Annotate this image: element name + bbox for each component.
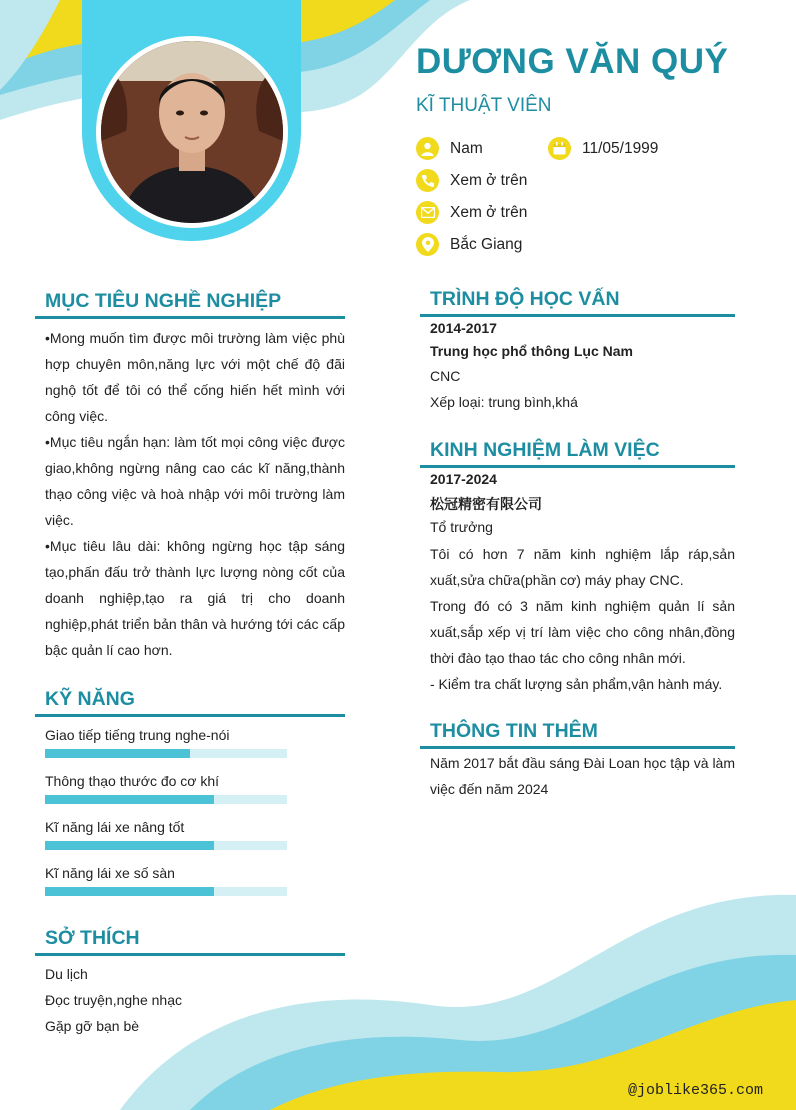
calendar-icon xyxy=(548,137,571,160)
hobby-item: Đọc truyện,nghe nhạc xyxy=(45,992,182,1008)
experience-divider xyxy=(420,465,735,468)
address-row xyxy=(416,233,522,256)
skill-bar-fill xyxy=(45,841,214,850)
experience-paragraph: Tôi có hơn 7 năm kinh nghiệm lắp ráp,sản xuất,sửa chữa(phần cơ) máy phay CNC. xyxy=(430,546,735,588)
phone-icon xyxy=(416,169,439,192)
skill-label: Kĩ năng lái xe nâng tốt xyxy=(45,819,185,835)
education-divider xyxy=(420,314,735,317)
phone-value: Xem ở trên xyxy=(450,171,528,189)
skill-label: Giao tiếp tiếng trung nghe-nói xyxy=(45,727,230,743)
objective-text xyxy=(45,325,345,663)
objective-title: MỤC TIÊU NGHỀ NGHIỆP xyxy=(45,290,282,312)
education-school: Trung học phổ thông Lục Nam xyxy=(430,343,633,359)
objective-paragraph: •Mong muốn tìm được môi trường làm việc phù hợp chuyên môn,năng lực với một chế độ đãi nghộ tốt để tôi có thể cống hiến hết mình với công việc. xyxy=(45,330,345,424)
birthday-value: 11/05/1999 xyxy=(582,139,659,157)
skill-bar-fill xyxy=(45,887,214,896)
experience-description xyxy=(430,541,735,697)
hobbies-divider xyxy=(35,953,345,956)
hobby-item: Du lịch xyxy=(45,966,88,982)
experience-company: 松冠精密有限公司 xyxy=(430,496,542,512)
experience-title: KINH NGHIỆM LÀM VIỆC xyxy=(430,439,660,461)
experience-paragraph: - Kiểm tra chất lượng sản phẩm,vận hành máy. xyxy=(430,676,723,692)
location-pin-icon xyxy=(416,233,439,256)
experience-period: 2017-2024 xyxy=(430,471,497,487)
skill-label: Thông thạo thước đo cơ khí xyxy=(45,773,220,789)
birthday-row xyxy=(548,137,658,160)
candidate-name: DƯƠNG VĂN QUÝ xyxy=(416,42,729,81)
hobbies-title: SỞ THÍCH xyxy=(45,927,140,949)
extra-text xyxy=(430,750,735,802)
skills-title: KỸ NĂNG xyxy=(45,688,135,710)
education-period: 2014-2017 xyxy=(430,320,497,336)
hobby-item: Gặp gỡ bạn bè xyxy=(45,1018,140,1034)
skill-bar xyxy=(45,749,287,758)
experience-position: Tổ trưởng xyxy=(430,519,493,535)
user-icon xyxy=(416,137,439,160)
objective-paragraph: •Mục tiêu lâu dài: không ngừng học tập sáng tạo,phấn đấu trở thành lực lượng nòng cốt của doanh nghiệp,tạo ra giá trị cho doanh nghiệp,phát triển bản thân và hướng tới các cấp bậc quản lí cao hơn. xyxy=(45,538,345,658)
email-row xyxy=(416,201,527,224)
objective-divider xyxy=(35,316,345,319)
extra-divider xyxy=(420,746,735,749)
envelope-icon xyxy=(416,201,439,224)
skill-label: Kĩ năng lái xe số sàn xyxy=(45,865,175,881)
watermark: @joblike365.com xyxy=(628,1082,764,1099)
skill-bar-fill xyxy=(45,749,190,758)
extra-title: THÔNG TIN THÊM xyxy=(430,720,598,742)
gender-value: Nam xyxy=(450,139,483,157)
address-value: Bắc Giang xyxy=(450,235,523,253)
gender-row xyxy=(416,137,483,160)
phone-row xyxy=(416,169,527,192)
skill-bar xyxy=(45,887,287,896)
profile-photo xyxy=(101,41,283,223)
education-grade: Xếp loại: trung bình,khá xyxy=(430,394,578,410)
skills-divider xyxy=(35,714,345,717)
education-major: CNC xyxy=(430,368,461,384)
objective-paragraph: •Mục tiêu ngắn hạn: làm tốt mọi công việc được giao,không ngừng nâng cao các kĩ năng,thành thạo công việc và hoà nhập với môi trường làm việc. xyxy=(45,434,345,528)
experience-paragraph: Trong đó có 3 năm kinh nghiệm quản lí sản xuất,sắp xếp vị trí làm việc cho công nhân,đồng thời đào tạo thao tác cho công nhân mới. xyxy=(430,598,735,666)
skill-bar-fill xyxy=(45,795,214,804)
skill-bar xyxy=(45,795,287,804)
candidate-role: KĨ THUẬT VIÊN xyxy=(416,95,552,116)
skill-bar xyxy=(45,841,287,850)
education-title: TRÌNH ĐỘ HỌC VẤN xyxy=(430,288,620,310)
email-value: Xem ở trên xyxy=(450,203,528,221)
extra-paragraph: Năm 2017 bắt đầu sáng Đài Loan học tập và làm việc đến năm 2024 xyxy=(430,755,735,797)
